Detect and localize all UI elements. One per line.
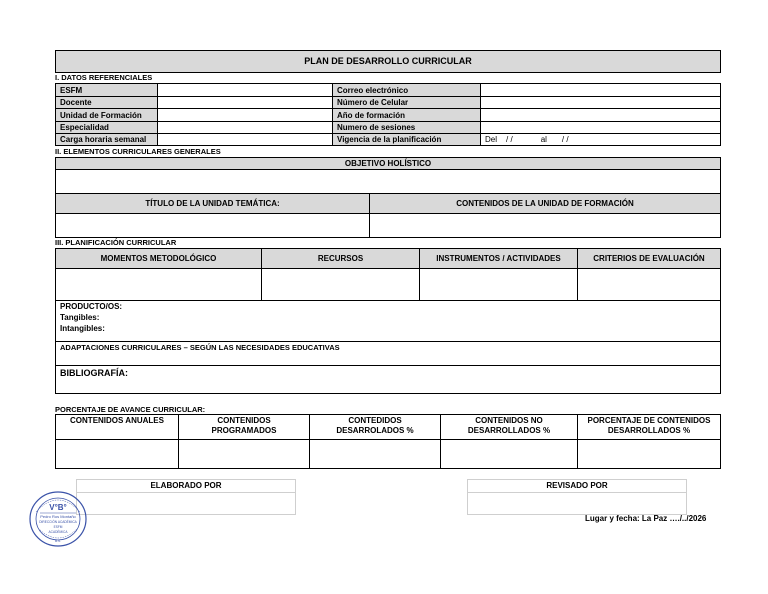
field-desarrollados[interactable] [310, 440, 440, 468]
col-criterios [578, 249, 720, 269]
row-divider-bibliografia [56, 365, 720, 366]
titulo-unidad-header [56, 194, 369, 213]
label-vigencia: Vigencia de la planificación [333, 134, 481, 146]
avance-col-desarrollados [310, 416, 440, 438]
label-docente: Docente [56, 97, 158, 109]
svg-text:ESFM: ESFM [53, 525, 63, 529]
col-instrumentos-label: INSTRUMENTOS / ACTIVIDADES [436, 254, 561, 263]
label-correo: Correo electrónico [333, 84, 481, 97]
label-unidad-formacion: Unidad de Formación [56, 109, 158, 122]
row-divider-adaptaciones [56, 341, 720, 342]
svg-text:B.S.: B.S. [54, 539, 62, 543]
field-anio-formacion[interactable] [481, 109, 721, 122]
label-carga-horaria: Carga horaria semanal [56, 134, 158, 146]
contenidos-unidad-field[interactable] [370, 215, 720, 237]
adaptaciones-section[interactable] [60, 344, 700, 362]
col-momentos-label: MOMENTOS METODOLÓGICO [100, 254, 217, 263]
revisado-por-label: REVISADO POR [546, 480, 608, 490]
avance-col-no-desarrollados [441, 416, 577, 438]
field-celular[interactable] [481, 97, 721, 109]
bibliografia-section[interactable] [60, 369, 700, 391]
label-numero-sesiones: Numero de sesiones [333, 122, 481, 134]
avance-col-programados [179, 416, 309, 438]
col-criterios-label: CRITERIOS DE EVALUACIÓN [593, 254, 705, 263]
col-momentos [56, 249, 261, 269]
avance-col-programados-line1: CONTENIDOS [217, 416, 271, 425]
official-seal-stamp [28, 490, 88, 548]
avance-col-desarrollados-line1: CONTEDIDOS [348, 416, 402, 425]
lugar-fecha: Lugar y fecha: La Paz …./../2026 [585, 514, 707, 523]
adaptaciones-label: ADAPTACIONES CURRICULARES – SEGÚN LAS NECESIDADES EDUCATIVAS [60, 343, 340, 352]
document-title: PLAN DE DESARROLLO CURRICULAR [304, 56, 472, 66]
field-instrumentos[interactable] [420, 270, 577, 300]
svg-text:DIRECCIÓN ACADÉMICA: DIRECCIÓN ACADÉMICA [39, 520, 77, 524]
avance-col-anuales-line1: CONTENIDOS ANUALES [70, 416, 164, 425]
field-porcentaje[interactable] [578, 440, 720, 468]
titulo-unidad-label: TÍTULO DE LA UNIDAD TEMÁTICA: [145, 198, 280, 208]
row-divider-producto [56, 300, 720, 301]
col-recursos [262, 249, 419, 269]
avance-col-no-desarrollados-line1: CONTENIDOS NO [475, 416, 543, 425]
field-anuales[interactable] [56, 440, 178, 468]
field-numero-sesiones[interactable] [481, 122, 721, 134]
field-programados[interactable] [179, 440, 309, 468]
document-title-bar [55, 50, 721, 73]
bibliografia-label: BIBLIOGRAFÍA: [60, 368, 128, 378]
avance-col-desarrollados-line2: DESARROLADOS % [336, 426, 414, 435]
seal-icon [28, 490, 88, 548]
field-vigencia[interactable] [481, 134, 721, 146]
avance-heading: PORCENTAJE DE AVANCE CURRICULAR: [55, 405, 206, 414]
contenidos-unidad-label: CONTENIDOS DE LA UNIDAD DE FORMACIÓN [456, 198, 634, 208]
field-correo[interactable] [481, 84, 721, 97]
objetivo-holistico-label: OBJETIVO HOLÍSTICO [344, 158, 432, 168]
section-2-heading: II. ELEMENTOS CURRICULARES GENERALES [55, 147, 221, 156]
titulo-unidad-field[interactable] [56, 215, 369, 237]
field-unidad-formacion[interactable] [158, 109, 333, 122]
col-recursos-label: RECURSOS [317, 254, 364, 263]
vigencia-fecha-fin: / / [561, 135, 569, 144]
revisado-por-header [467, 479, 687, 493]
section-3-heading: III. PLANIFICACIÓN CURRICULAR [55, 238, 177, 247]
field-momentos[interactable] [56, 270, 261, 300]
vigencia-fecha-inicio: / / [506, 135, 513, 144]
producto-section[interactable] [60, 303, 360, 339]
elaborado-por-header [76, 479, 296, 493]
objetivo-holistico-header [56, 158, 720, 170]
elaborado-por-label: ELABORADO POR [150, 480, 222, 490]
col-instrumentos [420, 249, 577, 269]
vigencia-del: Del [485, 135, 498, 144]
vigencia-al: al [540, 135, 547, 144]
field-criterios[interactable] [578, 270, 720, 300]
avance-col-porcentaje-line2: DESARROLLADOS % [607, 426, 691, 435]
tangibles-label: Tangibles: [60, 313, 100, 322]
field-docente[interactable] [158, 97, 333, 109]
svg-text:ACADÉMICA: ACADÉMICA [48, 530, 68, 534]
avance-col-no-desarrollados-line2: DESARROLLADOS % [467, 426, 551, 435]
svg-text:Pedro Ros Montaño: Pedro Ros Montaño [40, 514, 76, 519]
avance-col-programados-line2: PROGRAMADOS [211, 426, 277, 435]
objetivo-holistico-field[interactable] [56, 171, 720, 193]
avance-col-porcentaje [578, 416, 720, 438]
intangibles-label: Intangibles: [60, 324, 105, 333]
field-recursos[interactable] [262, 270, 419, 300]
label-especialidad: Especialidad [56, 122, 158, 134]
avance-col-porcentaje-line1: PORCENTAJE DE CONTENIDOS [587, 416, 711, 425]
section-1-heading: I. DATOS REFERENCIALES [55, 73, 153, 82]
svg-text:V°B°: V°B° [49, 503, 67, 512]
datos-referenciales-table [55, 83, 721, 146]
contenidos-unidad-header [370, 194, 720, 213]
field-esfm[interactable] [158, 84, 333, 97]
field-no-desarrollados[interactable] [441, 440, 577, 468]
producto-label: PRODUCTO/OS: [60, 302, 123, 311]
label-anio-formacion: Año de formación [333, 109, 481, 122]
avance-col-anuales [56, 416, 178, 438]
label-esfm: ESFM [56, 84, 158, 97]
field-carga-horaria[interactable] [158, 134, 333, 146]
label-celular: Número de Celular [333, 97, 481, 109]
field-especialidad[interactable] [158, 122, 333, 134]
